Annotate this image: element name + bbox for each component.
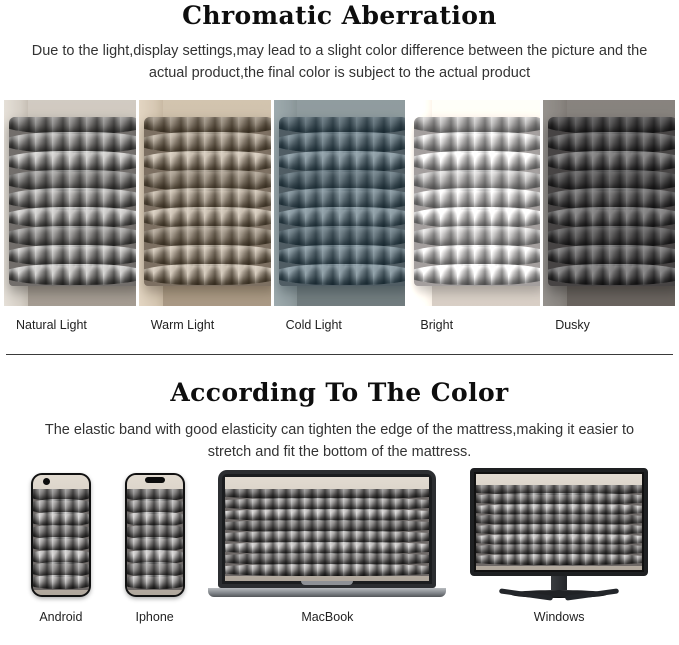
fur-roll [225,564,429,576]
iphone-screen [127,475,183,595]
fur-roll [9,226,136,247]
macbook-lid [218,470,436,588]
device-gallery [14,484,665,624]
light-condition-gallery [4,100,675,332]
photo-caption: Warm Light [150,318,215,333]
fur-roll [9,264,136,285]
faux-fur-blanket [144,117,271,286]
blanket-photo-natural-light [4,100,136,306]
photo-caption: Bright [420,318,454,333]
android-screen [33,475,89,595]
blanket-photo-warm-light [139,100,271,306]
section-two-description: The elastic band with good elasticity can tighten the edge of the mattress,making it easier to stretch and fit the bottom of the mattress. [44,422,635,460]
fur-roll [127,575,183,589]
macbook-screen [225,477,429,581]
fur-roll [279,151,406,172]
fur-roll [548,264,675,285]
photo-caption: Dusky [555,318,590,333]
blanket-image-android [33,475,89,595]
faux-fur-blanket [548,117,675,286]
fur-roll [144,245,271,266]
device-label: Android [39,609,83,624]
section-two-title: According To The Color [170,378,509,408]
faux-fur-blanket [476,485,642,566]
blanket-image-windows [476,474,642,570]
android-phone-mockup [31,473,91,597]
faux-fur-blanket [279,117,406,286]
fur-roll [414,245,541,266]
fur-roll [414,264,541,285]
fur-roll [279,245,406,266]
macbook-mockup [218,470,436,597]
monitor-panel [470,468,648,576]
light-condition-item [4,100,136,332]
notch-icon [145,477,165,483]
light-condition-item [139,100,271,332]
faux-fur-blanket [414,117,541,286]
device-item-windows [470,468,648,624]
fur-roll [414,226,541,247]
fur-roll [414,151,541,172]
chromatic-aberration-description: Due to the light,display settings,may lead to a slight color difference between the picture and the actual product,the final color is subject to the actual product [31,42,648,81]
according-to-the-color-section [0,355,679,623]
light-condition-item [408,100,540,332]
hinge-notch [301,581,353,585]
macbook-base [208,588,446,597]
front-camera-icon [43,478,50,485]
page-title: Chromatic Aberration [182,1,497,30]
fur-roll [279,226,406,247]
faux-fur-blanket [127,489,183,590]
device-label: MacBook [301,609,354,624]
faux-fur-blanket [9,117,136,286]
device-item-macbook [218,470,436,624]
blanket-photo-dusky [543,100,675,306]
faux-fur-blanket [33,489,89,590]
blanket-photo-cold-light [274,100,406,306]
fur-roll [9,245,136,266]
photo-caption: Natural Light [16,318,87,333]
fur-roll [476,554,642,565]
fur-roll [144,226,271,247]
fur-roll [548,245,675,266]
blanket-image-iphone [127,475,183,595]
iphone-mockup [125,473,185,597]
monitor-stand-legs [499,587,619,597]
windows-monitor-mockup [470,468,648,597]
blanket-image-macbook [225,477,429,581]
fur-roll [9,151,136,172]
faux-fur-blanket [225,489,429,576]
monitor-screen [476,474,642,570]
light-condition-item [543,100,675,332]
blanket-photo-bright [408,100,540,306]
light-condition-item [274,100,406,332]
fur-roll [144,264,271,285]
fur-roll [279,264,406,285]
fur-roll [548,226,675,247]
device-item-iphone [125,473,185,624]
device-label: Iphone [135,609,174,624]
fur-roll [33,575,89,589]
fur-roll [548,151,675,172]
photo-caption: Cold Light [285,318,342,333]
device-item-android [31,473,91,624]
device-label: Windows [533,609,585,624]
fur-roll [144,151,271,172]
